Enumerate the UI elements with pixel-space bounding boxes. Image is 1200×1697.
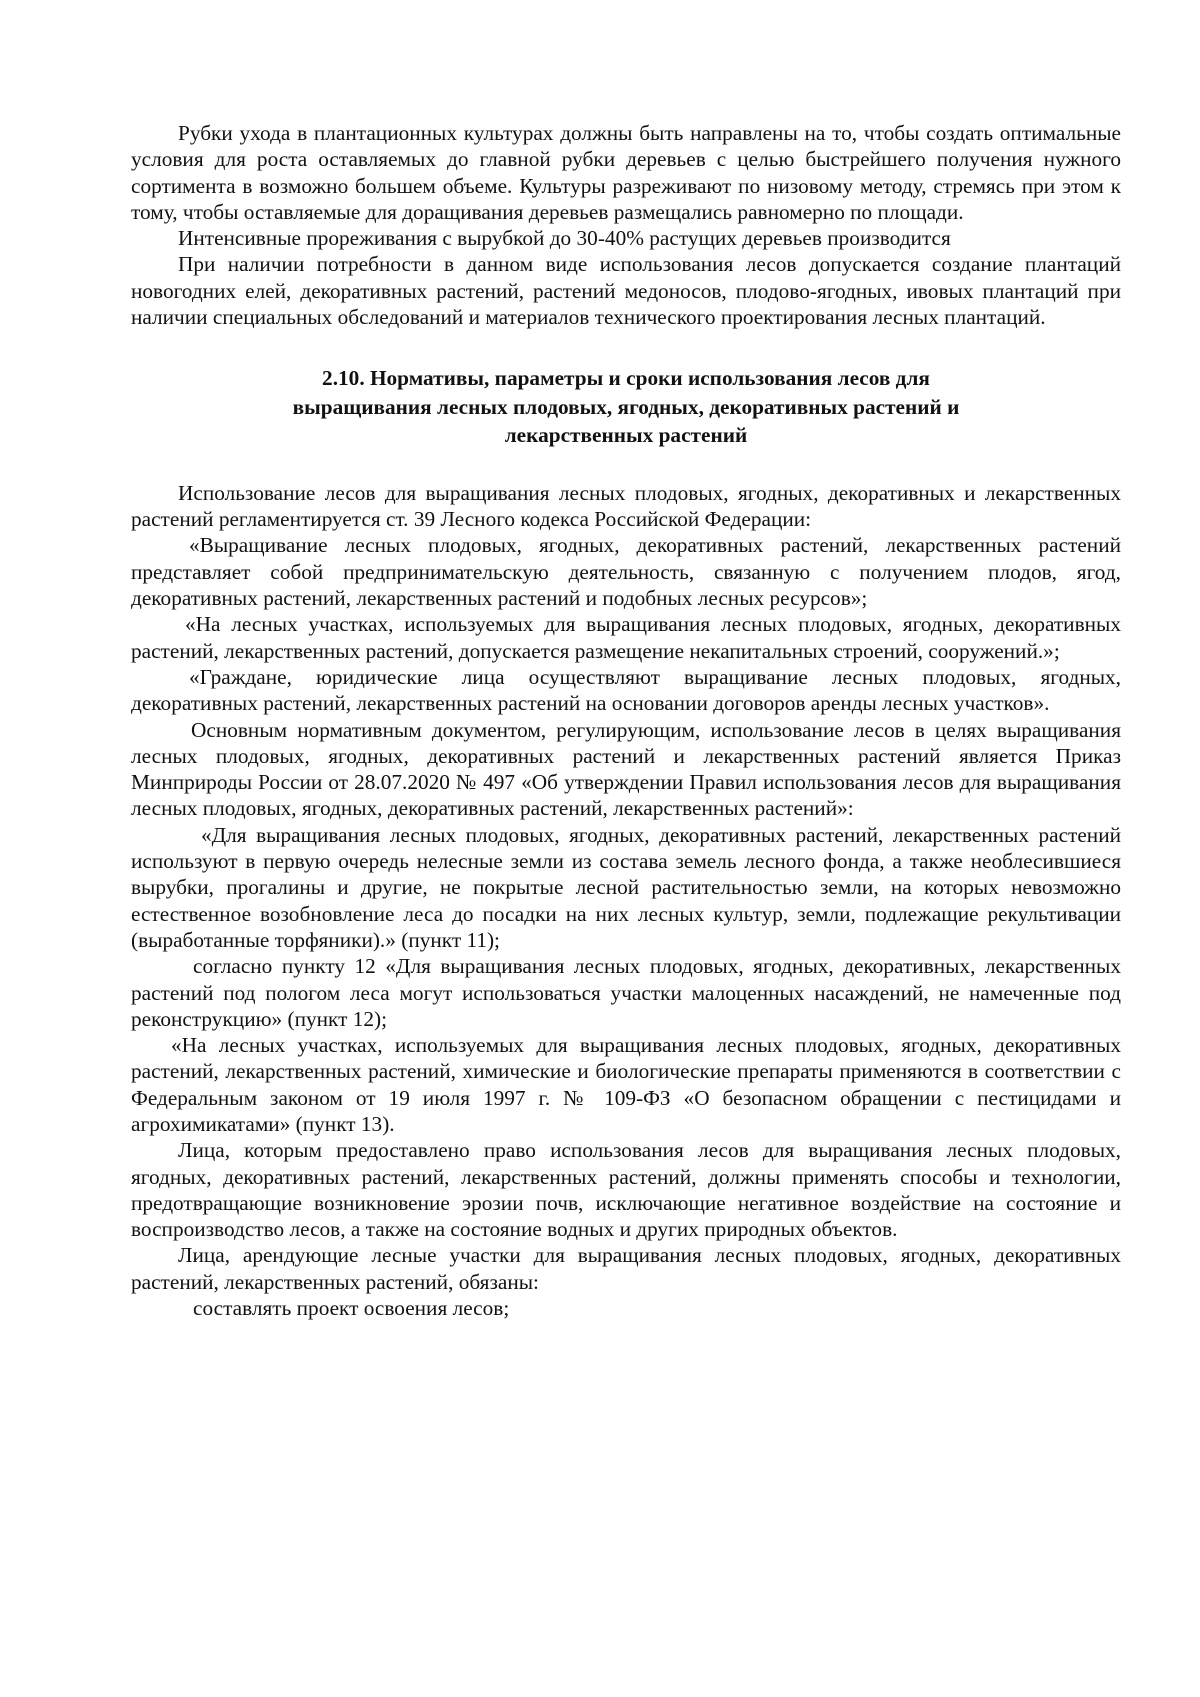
quote-article-39-structures: «На лесных участках, используемых для выращивания лесных плодовых, ягодных, декоративных растений, лекарственных растений, допускается размещение некапитальных строений, сооружений.»; [131, 612, 1121, 663]
section-heading-line-2: выращивания лесных плодовых, ягодных, декоративных растений и [292, 394, 960, 419]
list-item-forest-development-project: составлять проект освоения лесов; [193, 1296, 510, 1321]
quote-article-39-lease: «Граждане, юридические лица осуществляют выращивание лесных плодовых, ягодных, декоративных растений, лекарственных растений на основании договоров аренды лесных участков». [131, 664, 1121, 716]
paragraph-erosion-requirements: Лица, которым предоставлено право использования лесов для выращивания лесных плодовых, ягодных, декоративных растений, лекарственных растений, должны применять способы и технологии, предотвращающие возникновение эрозии почв, исключающие негативное воздействие на состояние и воспроизводство лесов, а также на состояние водных и других природных объектов. [131, 1138, 1121, 1242]
section-heading [131, 364, 1121, 450]
quote-item-12: согласно пункту 12 «Для выращивания лесных плодовых, ягодных, декоративных, лекарственных растений под пологом леса могут использоваться участки малоценных насаждений, не намеченные под реконструкцию» (пункт 12); [131, 954, 1121, 1031]
section-heading-line-1: 2.10. Нормативы, параметры и сроки использования лесов для [322, 366, 930, 391]
paragraph-intensive-thinning: Интенсивные прореживания с вырубкой до 30-40% растущих деревьев производится [178, 226, 951, 251]
paragraph-ministry-order: Основным нормативным документом, регулирующим, использование лесов в целях выращивания лесных плодовых, ягодных, декоративных растений и лекарственных растений является Приказ Минприроды России от 28.07.2020 № 497 «Об утверждении Правил использования лесов для выращивания лесных плодовых, ягодных, декоративных растений, лекарственных растений»: [131, 717, 1121, 821]
paragraph-plantations: При наличии потребности в данном виде использования лесов допускается создание плантаций новогодних елей, декоративных растений, растений медоносов, плодово-ягодных, ивовых плантаций при наличии специальных обследований и материалов технического проектирования лесных плантаций. [131, 252, 1121, 330]
quote-item-11: «Для выращивания лесных плодовых, ягодных, декоративных растений, лекарственных растений используют в первую очередь нелесные земли из состава земель лесного фонда, а также необлесившиеся вырубки, прогалины и другие, не покрытые лесной растительностью земли, на которых невозможно естественное возобновление леса до посадки на них лесных культур, земли, подлежащие рекультивации (выработанные торфяники).» (пункт 11); [131, 822, 1121, 952]
section-heading-line-3: лекарственных растений [504, 423, 748, 448]
paragraph-regulation-intro: Использование лесов для выращивания лесных плодовых, ягодных, декоративных и лекарственных растений регламентируется ст. 39 Лесного кодекса Российской Федерации: [131, 480, 1121, 532]
quote-article-39-activity: «Выращивание лесных плодовых, ягодных, декоративных растений, лекарственных растений представляет собой предпринимательскую деятельность, связанную с получением плодов, ягод, декоративных растений, лекарственных растений и подобных лесных ресурсов»; [131, 533, 1121, 611]
quote-item-13: «На лесных участках, используемых для выращивания лесных плодовых, ягодных, декоративных растений, лекарственных растений, химические и биологические препараты применяются в соответствии с Федеральным законом от 19 июля 1997 г. № 109-ФЗ «О безопасном обращении с пестицидами и агрохимикатами» (пункт 13). [131, 1033, 1121, 1136]
document-page [131, 120, 1121, 1321]
paragraph-lessee-obligations: Лица, арендующие лесные участки для выращивания лесных плодовых, ягодных, декоративных растений, лекарственных растений, обязаны: [131, 1243, 1121, 1294]
paragraph-thinning-purpose: Рубки ухода в плантационных культурах должны быть направлены на то, чтобы создать оптимальные условия для роста оставляемых до главной рубки деревьев с целью быстрейшего получения нужного сортимента в возможно большем объеме. Культуры разреживают по низовому методу, стремясь при этом к тому, чтобы оставляемые для доращивания деревьев размещались равномерно по площади. [131, 121, 1121, 224]
